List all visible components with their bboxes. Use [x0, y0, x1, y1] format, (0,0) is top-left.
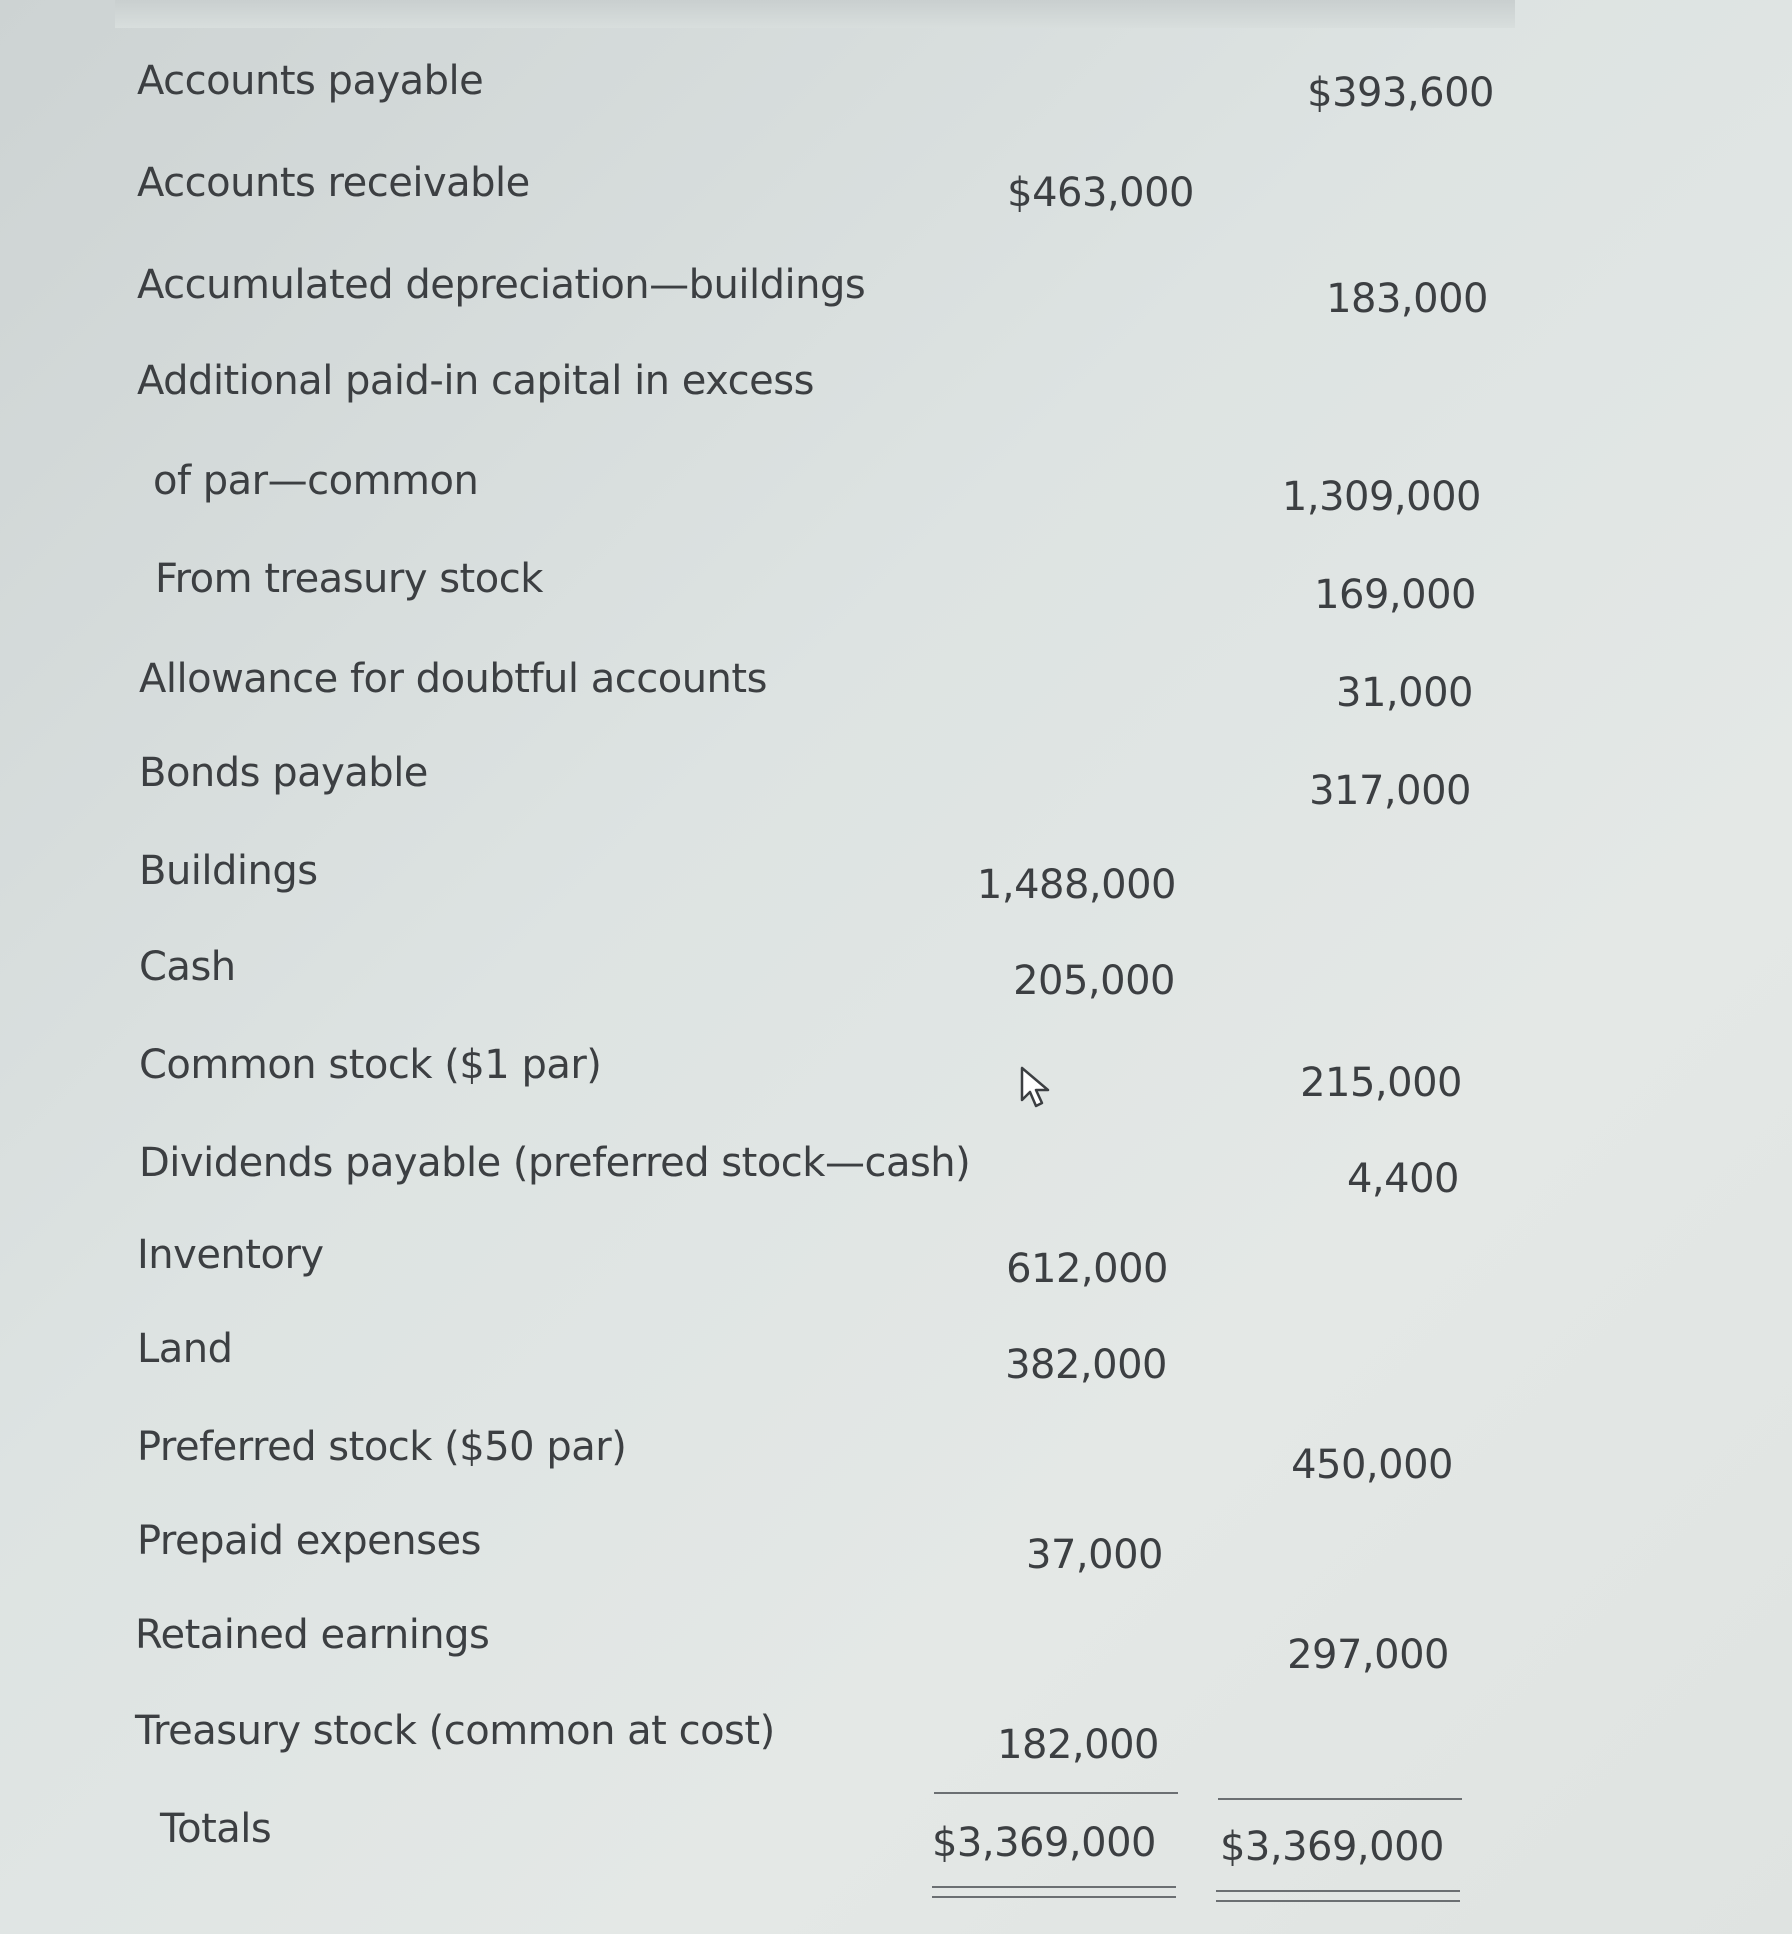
row-debit: 205,000	[1013, 958, 1175, 1004]
row-label: Allowance for doubtful accounts	[139, 656, 767, 702]
credit-total-rule	[1218, 1798, 1462, 1800]
row-label: From treasury stock	[155, 556, 543, 602]
row-label: Inventory	[137, 1232, 324, 1278]
row-credit: 1,309,000	[1281, 474, 1481, 520]
row-label: Additional paid-in capital in excess	[137, 358, 814, 404]
row-label: Dividends payable (preferred stock—cash)	[139, 1140, 971, 1186]
row-label: Land	[137, 1326, 233, 1372]
row-label: Retained earnings	[135, 1612, 490, 1658]
row-credit: 450,000	[1291, 1442, 1453, 1488]
totals-credit: $3,369,000	[1219, 1824, 1444, 1870]
row-label: of par—common	[153, 458, 479, 504]
row-debit: 1,488,000	[976, 862, 1176, 908]
totals-debit: $3,369,000	[931, 1820, 1156, 1866]
row-credit: 317,000	[1309, 768, 1471, 814]
row-credit: 297,000	[1287, 1632, 1449, 1678]
row-debit: 182,000	[997, 1722, 1159, 1768]
row-credit: 4,400	[1346, 1156, 1459, 1202]
row-label: Treasury stock (common at cost)	[135, 1708, 775, 1754]
row-credit: 31,000	[1336, 670, 1473, 716]
row-label: Preferred stock ($50 par)	[137, 1424, 627, 1470]
totals-label: Totals	[160, 1806, 272, 1852]
row-debit: $463,000	[1007, 170, 1194, 216]
mouse-pointer-icon	[1018, 1066, 1054, 1110]
row-label: Accumulated depreciation—buildings	[137, 262, 866, 308]
row-label: Common stock ($1 par)	[139, 1042, 602, 1088]
row-label: Accounts receivable	[137, 160, 530, 206]
row-credit: 215,000	[1300, 1060, 1462, 1106]
row-debit: 382,000	[1005, 1342, 1167, 1388]
row-label: Cash	[139, 944, 236, 990]
row-label: Accounts payable	[137, 58, 484, 104]
credit-total-double-rule	[1216, 1890, 1460, 1902]
row-credit: $393,600	[1307, 70, 1494, 116]
row-credit: 169,000	[1314, 572, 1476, 618]
row-label: Prepaid expenses	[137, 1518, 481, 1564]
row-label: Bonds payable	[139, 750, 428, 796]
debit-total-double-rule	[932, 1886, 1176, 1898]
row-credit: 183,000	[1326, 276, 1488, 322]
debit-total-rule	[934, 1792, 1178, 1794]
row-label: Buildings	[139, 848, 318, 894]
row-debit: 612,000	[1006, 1246, 1168, 1292]
row-debit: 37,000	[1026, 1532, 1163, 1578]
